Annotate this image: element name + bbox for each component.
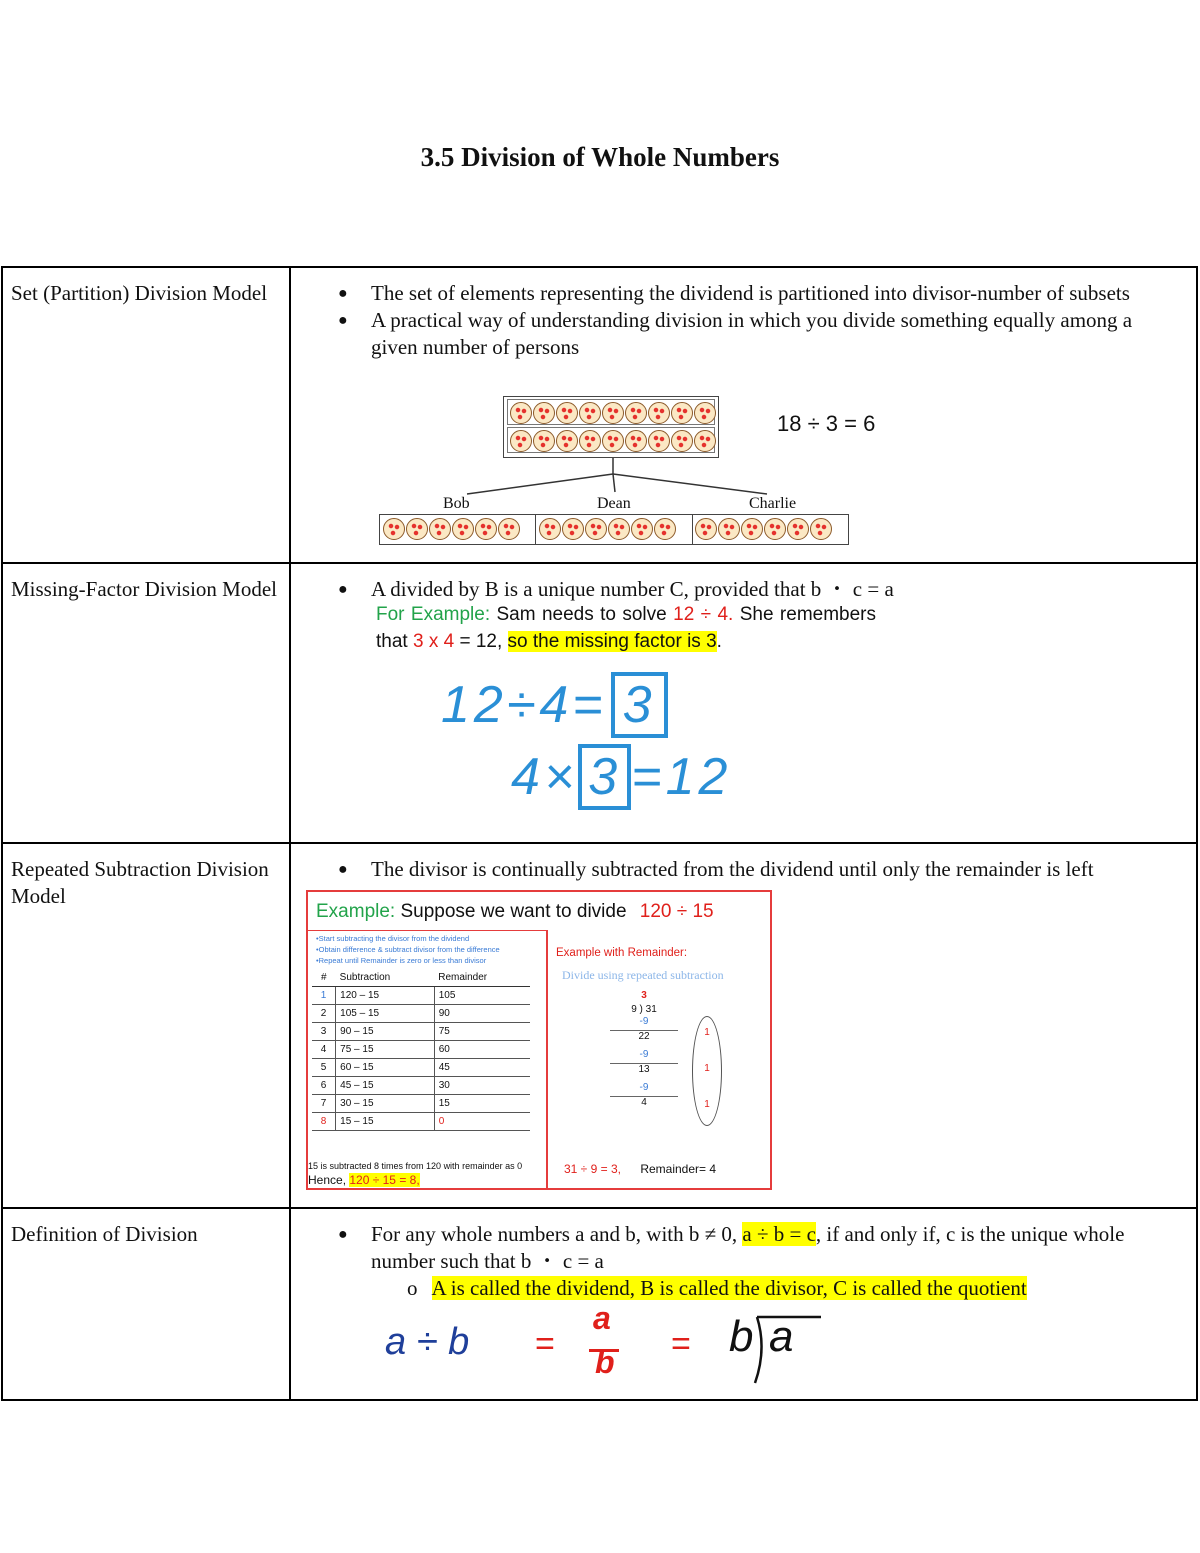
division-notation-formula [385, 1300, 845, 1393]
division-line: 9 ) 31 [631, 1004, 657, 1015]
pizza-group-all [503, 396, 719, 458]
pizza-partition-figure [379, 396, 939, 546]
table-cell: 60 – 15 [336, 1059, 435, 1077]
page-title: 3.5 Division of Whole Numbers [420, 142, 780, 172]
pizza-icon [671, 402, 693, 424]
bullet-text: For any whole numbers a and b, with b ≠ 0, [371, 1222, 743, 1246]
difference: 4 [610, 1096, 678, 1109]
table-cell: 4 [312, 1041, 336, 1059]
remainder-panel [548, 930, 770, 1188]
pizza-icon [625, 402, 647, 424]
highlighted-text: 120 ÷ 15 = 8, [349, 1173, 420, 1187]
person-label-charlie: Charlie [749, 495, 797, 512]
pizza-icon [671, 430, 693, 452]
table-cell: 105 [434, 987, 530, 1005]
table-row [312, 1059, 530, 1077]
pizza-icon [579, 430, 601, 452]
bullet-list [291, 856, 1196, 883]
subtract-step: -9 [639, 1082, 649, 1093]
highlighted-text: so the missing factor is 3 [507, 631, 717, 652]
long-division [604, 990, 684, 1109]
table-cell: 5 [312, 1059, 336, 1077]
table-cell: 3 [312, 1023, 336, 1041]
remainder-text: Remainder= 4 [640, 1162, 717, 1176]
table-cell: 0 [434, 1113, 530, 1131]
table-cell: 15 – 15 [336, 1113, 435, 1131]
count-oval [692, 1016, 722, 1126]
row-label: Set (Partition) Division Model [2, 267, 290, 563]
dividend-symbol: a [769, 1312, 794, 1361]
table-row [312, 1023, 530, 1041]
sub-bullet-icon: o [407, 1276, 418, 1300]
remainder-title: Example with Remainder: [556, 947, 688, 959]
step-text: •Repeat until Remainder is zero or less than divisor [316, 956, 487, 965]
pizza-icon [718, 518, 740, 540]
example-expression: 3 x 4 [412, 631, 455, 652]
count-one: 1 [704, 1099, 710, 1110]
quotient: 3 [641, 990, 647, 1001]
table-cell: 30 – 15 [336, 1095, 435, 1113]
example-text: = 12, [454, 631, 508, 652]
equals-sign: = [535, 1325, 555, 1363]
bullet-list [291, 280, 1196, 361]
example-text: Suppose we want to divide [395, 901, 632, 922]
pizza-icon [695, 518, 717, 540]
answer-box: 3 [578, 744, 631, 810]
handwritten-equation-1 [441, 676, 668, 734]
table-cell: 6 [312, 1077, 336, 1095]
pizza-icon [787, 518, 809, 540]
table-cell: 75 [434, 1023, 530, 1041]
table-row [2, 563, 1197, 843]
pizza-icon [383, 518, 405, 540]
pizza-icon [654, 518, 676, 540]
example-text: Sam needs to solve [490, 604, 674, 625]
table-row [2, 267, 1197, 563]
pizza-icon [533, 430, 555, 452]
pizza-icon [694, 430, 716, 452]
example-paragraph [376, 601, 876, 655]
pizza-icon [631, 518, 653, 540]
pizza-icon [648, 402, 670, 424]
remainder-result [564, 1156, 716, 1183]
pizza-icon [602, 430, 624, 452]
table-cell: 15 [434, 1095, 530, 1113]
pizza-icon [579, 402, 601, 424]
row-content [290, 1208, 1197, 1400]
example-expression: 120 ÷ 15 [639, 901, 714, 922]
pizza-icon [810, 518, 832, 540]
bullet-icon: ● [338, 581, 348, 598]
table-row [312, 1095, 530, 1113]
table-row [312, 1041, 530, 1059]
example-label: Example: [316, 901, 396, 922]
table-cell: 2 [312, 1005, 336, 1023]
steps-list [316, 933, 500, 966]
table-row [2, 1208, 1197, 1400]
subtract-step: -9 [639, 1016, 649, 1027]
pizza-icon [648, 430, 670, 452]
subtraction-table [312, 969, 530, 1131]
table-cell: 45 – 15 [336, 1077, 435, 1095]
column-header: Subtraction [336, 969, 435, 987]
bullet-icon: ● [338, 285, 348, 302]
pizza-icon [429, 518, 451, 540]
formula-expression: a ÷ b [385, 1321, 470, 1363]
example-heading [316, 898, 714, 925]
pizza-icon [539, 518, 561, 540]
table-cell: 45 [434, 1059, 530, 1077]
column-header: Remainder [434, 969, 530, 987]
hence-text: Hence, [308, 1173, 350, 1187]
table-cell: 105 – 15 [336, 1005, 435, 1023]
example-text: . [716, 631, 722, 652]
row-label: Definition of Division [2, 1208, 290, 1400]
table-cell: 1 [312, 987, 336, 1005]
table-cell: 30 [434, 1077, 530, 1095]
result-text: 31 ÷ 9 = 3, [564, 1162, 621, 1176]
bullet-icon: ● [338, 312, 348, 329]
pizza-icon [585, 518, 607, 540]
handwritten-text: 12÷4= [441, 676, 607, 734]
bullet-text: A divided by B is a unique number C, provided that b ・ c = a [371, 577, 894, 601]
table-cell: 90 [434, 1005, 530, 1023]
row-label: Missing-Factor Division Model [2, 563, 290, 843]
table-cell: 75 – 15 [336, 1041, 435, 1059]
list-item [291, 576, 1196, 603]
table-cell: 60 [434, 1041, 530, 1059]
remainder-subtitle: Divide using repeated subtraction [562, 968, 724, 982]
row-content [290, 843, 1197, 1208]
table-row [312, 1005, 530, 1023]
table-row [312, 1077, 530, 1095]
bullet-icon: ● [338, 861, 348, 878]
fraction-denominator: b [595, 1344, 615, 1380]
pizza-icon [510, 402, 532, 424]
bullet-text: A practical way of understanding division in which you divide something equally among a given number of persons [371, 308, 1133, 359]
hence-line [308, 1167, 420, 1194]
table-cell: 90 – 15 [336, 1023, 435, 1041]
pizza-groups-split [379, 514, 849, 545]
example-text: She remembers that [376, 604, 876, 652]
pizza-icon [608, 518, 630, 540]
equation-text: 18 ÷ 3 = 6 [777, 411, 876, 436]
left-panel [308, 930, 548, 1189]
highlighted-text: a ÷ b = c [742, 1222, 816, 1246]
list-item [291, 856, 1196, 883]
row-content [290, 563, 1197, 843]
handwritten-text: 4× [511, 748, 579, 806]
subtraction-example-figure [306, 890, 772, 1190]
pizza-icon [602, 402, 624, 424]
table-cell: 8 [312, 1113, 336, 1131]
row-content [290, 267, 1197, 563]
column-header: # [312, 969, 336, 987]
table-cell: 120 – 15 [336, 987, 435, 1005]
pizza-icon [625, 430, 647, 452]
table-row [312, 1113, 530, 1131]
difference: 13 [610, 1063, 678, 1076]
pizza-icon [452, 518, 474, 540]
count-one: 1 [704, 1063, 710, 1074]
pizza-icon [510, 430, 532, 452]
table-header-row [312, 969, 530, 987]
answer-box: 3 [611, 672, 668, 738]
bullet-text: The divisor is continually subtracted from the dividend until only the remainder is left [371, 857, 1094, 881]
division-models-table [1, 266, 1198, 1401]
equals-sign: = [671, 1325, 691, 1363]
pizza-icon [533, 402, 555, 424]
fraction-numerator: a [593, 1300, 611, 1336]
row-label: Repeated Subtraction Division Model [2, 843, 290, 1208]
divisor-symbol: b [729, 1312, 754, 1361]
pizza-icon [741, 518, 763, 540]
pizza-icon [764, 518, 786, 540]
list-item [291, 280, 1196, 307]
footnote: 15 is subtracted 8 times from 120 with remainder as 0 [308, 1161, 523, 1171]
pizza-icon [556, 402, 578, 424]
handwritten-equation-2 [511, 748, 732, 806]
pizza-icon [556, 430, 578, 452]
table-row [2, 843, 1197, 1208]
handwritten-text: =12 [631, 748, 732, 806]
subtract-step: -9 [639, 1049, 649, 1060]
bullet-text: , if and only if, c is the unique whole number such that b ・ c = a [371, 1222, 1125, 1273]
pizza-icon [694, 402, 716, 424]
pizza-icon [498, 518, 520, 540]
pizza-icon [406, 518, 428, 540]
person-label-dean: Dean [597, 495, 631, 512]
sub-bullet-text: A is called the dividend, B is called the divisor, C is called the quotient [431, 1276, 1027, 1300]
step-text: •Start subtracting the divisor from the dividend [316, 934, 470, 943]
person-label-bob: Bob [443, 495, 470, 512]
count-one: 1 [704, 1027, 710, 1038]
list-item [291, 307, 1196, 361]
table-cell: 7 [312, 1095, 336, 1113]
sub-bullet [407, 1275, 1027, 1302]
pizza-icon [562, 518, 584, 540]
pizza-icon [475, 518, 497, 540]
difference: 22 [610, 1030, 678, 1043]
bullet-icon: ● [338, 1226, 348, 1243]
example-label: For Example: [376, 604, 491, 625]
bullet-text: The set of elements representing the dividend is partitioned into divisor-number of subsets [371, 281, 1130, 305]
table-row [312, 987, 530, 1005]
list-item [291, 1221, 1196, 1275]
bullet-list [291, 576, 1196, 603]
bullet-list [291, 1221, 1196, 1275]
example-expression: 12 ÷ 4. [673, 604, 734, 625]
step-text: •Obtain difference & subtract divisor from the difference [316, 945, 500, 954]
